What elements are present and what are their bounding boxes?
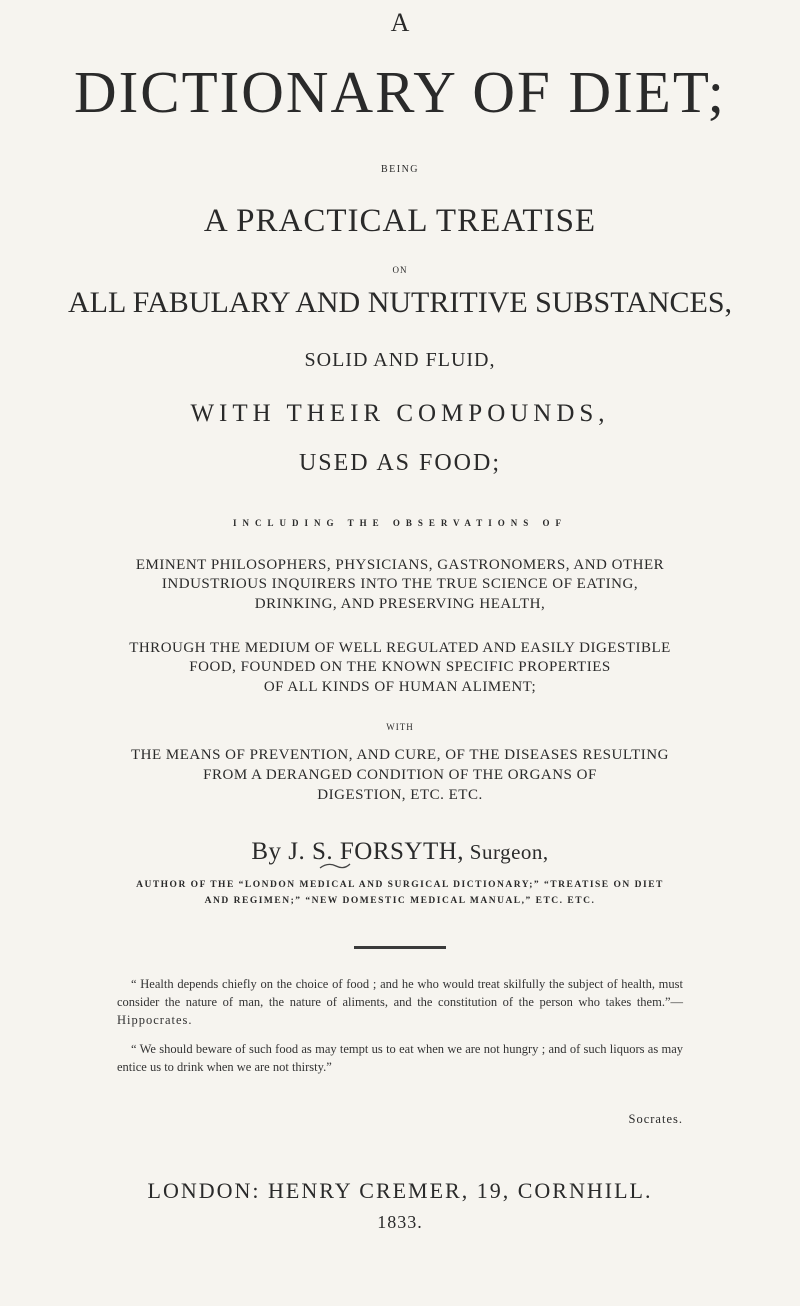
medium-line: OF ALL KINDS OF HUMAN ALIMENT;	[263, 679, 537, 695]
epigraph-socrates: “ We should beware of such food as may tempt us to eat when we are not hungry ; and of such liquors as may entice us to drink when we are not thirsty.”	[117, 1042, 683, 1074]
including-label: INCLUDING THE OBSERVATIONS OF	[233, 518, 567, 528]
subtitle: A PRACTICAL TREATISE	[203, 203, 597, 239]
on-label: ON	[392, 265, 408, 275]
byline-prefix: By J. S.	[251, 838, 340, 865]
publication-year: 1833.	[377, 1212, 423, 1232]
medium-line: FOOD, FOUNDED ON THE KNOWN SPECIFIC PROPERTIES	[189, 659, 611, 675]
prevention-line: DIGESTION, ETC. ETC.	[317, 787, 483, 803]
author-works-line: AND REGIMEN;” “NEW DOMESTIC MEDICAL MANUAL,” ETC. ETC.	[204, 896, 596, 906]
title-article: A	[390, 8, 410, 37]
epigraph-hippocrates	[117, 975, 683, 1029]
observers-line: DRINKING, AND PRESERVING HEALTH,	[254, 596, 546, 612]
subject-line: ALL FABULARY AND NUTRITIVE SUBSTANCES,	[67, 286, 732, 319]
observers-line: INDUSTRIOUS INQUIRERS INTO THE TRUE SCIENCE OF EATING,	[161, 576, 639, 592]
page-title: DICTIONARY OF DIET;	[73, 59, 727, 125]
divider-rule	[354, 946, 446, 949]
epigraph-attribution: Hippocrates.	[117, 1013, 193, 1027]
prevention-line: FROM A DERANGED CONDITION OF THE ORGANS OF	[203, 767, 597, 783]
observers-line: EMINENT PHILOSOPHERS, PHYSICIANS, GASTRONOMERS, AND OTHER	[135, 557, 665, 573]
imprint: LONDON: HENRY CREMER, 19, CORNHILL.	[147, 1178, 653, 1203]
being-label: BEING	[380, 164, 420, 175]
byline	[0, 838, 800, 866]
with-label: WITH	[386, 722, 414, 732]
used-as-food-line: USED AS FOOD;	[298, 450, 502, 476]
compounds-line: WITH THEIR COMPOUNDS,	[190, 400, 610, 427]
solid-fluid-line: SOLID AND FLUID,	[304, 349, 496, 371]
prevention-line: THE MEANS OF PREVENTION, AND CURE, OF THE DISEASES RESULTING	[131, 747, 669, 763]
author-name: FORSYTH,	[339, 838, 465, 865]
epigraph-text: “ Health depends chiefly on the choice of food ; and he who would treat skilfully the subject of health, must consider the nature of man, the nature of aliments, and the constitution of the person who takes them.”—	[117, 977, 683, 1009]
epigraph-attribution: Socrates.	[628, 1112, 683, 1126]
medium-line: THROUGH THE MEDIUM OF WELL REGULATED AND EASILY DIGESTIBLE	[129, 640, 671, 656]
ink-flourish	[318, 858, 352, 872]
author-works-line: AUTHOR OF THE “LONDON MEDICAL AND SURGICAL DICTIONARY;” “TREATISE ON DIET	[136, 880, 664, 890]
author-role: Surgeon,	[464, 840, 549, 864]
